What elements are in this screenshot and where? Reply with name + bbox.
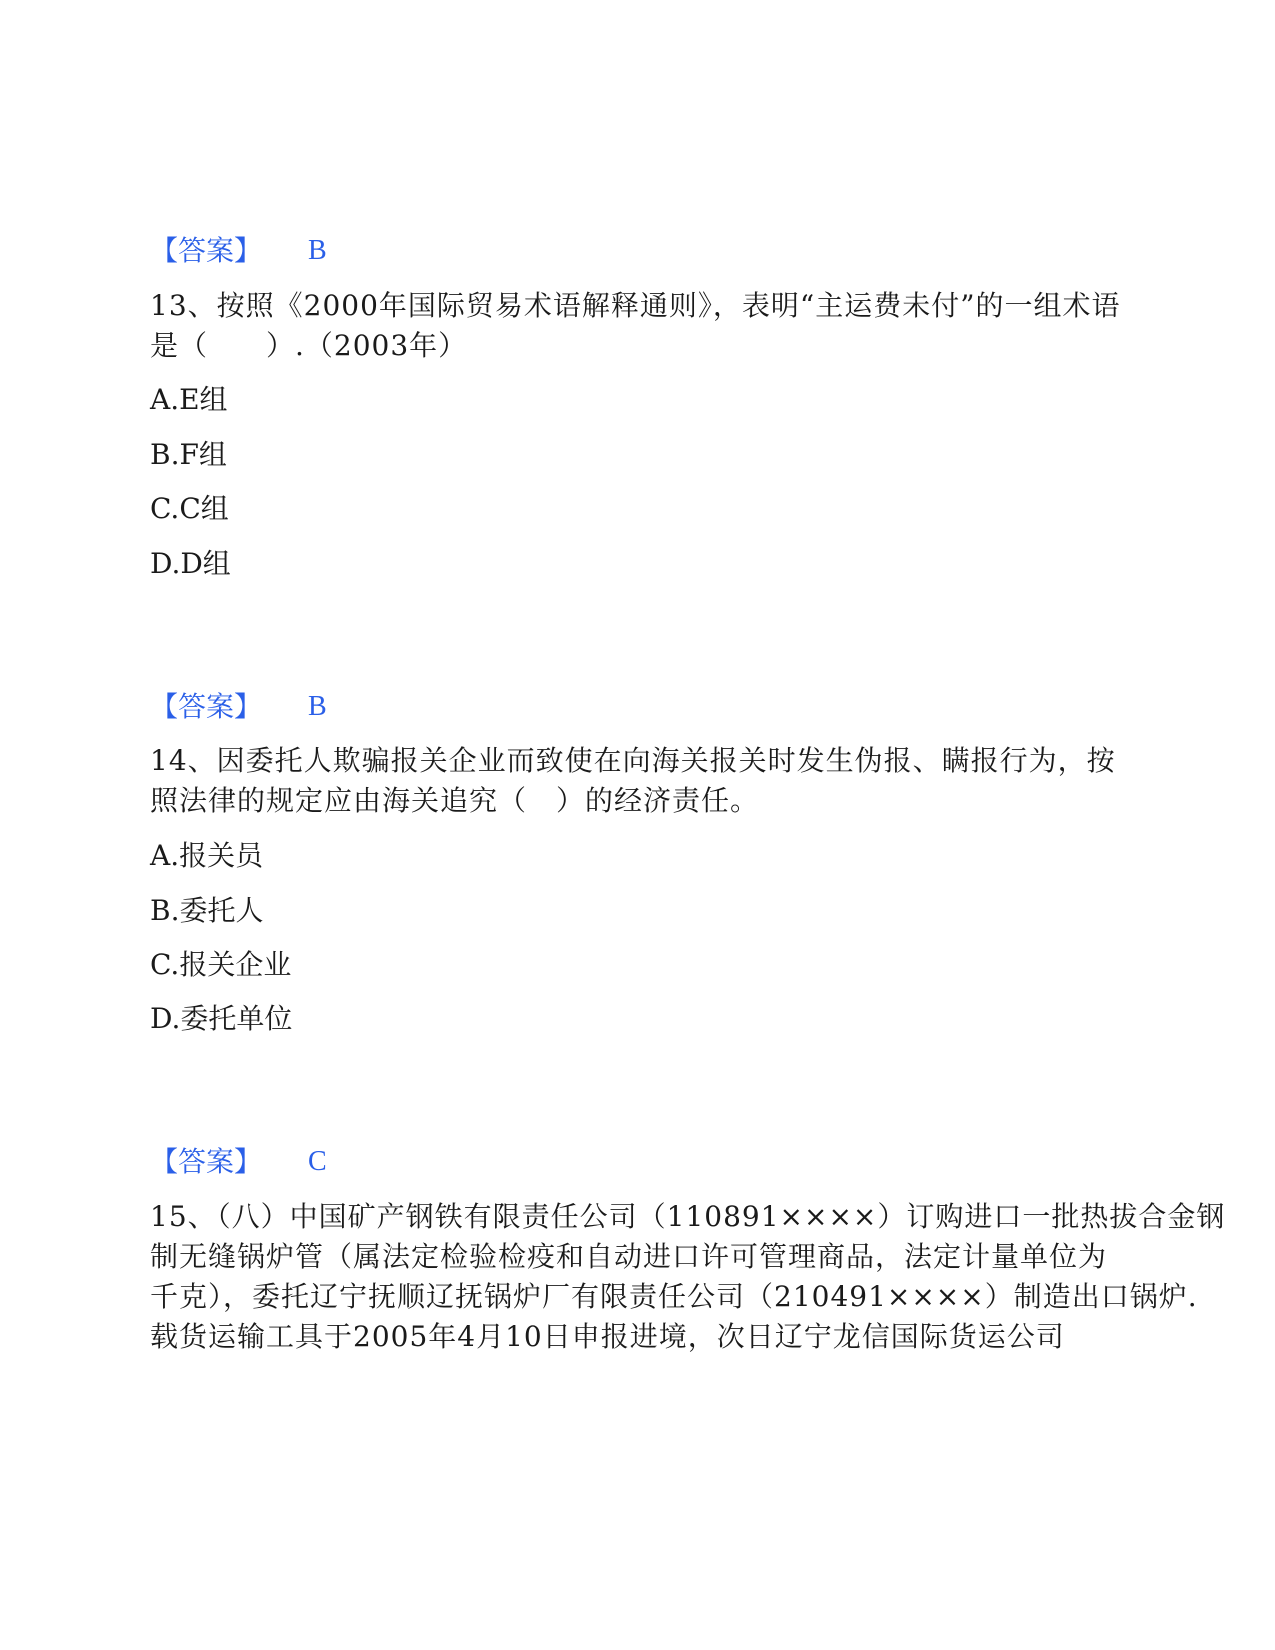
answer-tag: 【答案】 — [150, 234, 263, 267]
answer-line — [150, 688, 327, 726]
answer-tag: 【答案】 — [150, 1145, 263, 1178]
question-14-option-d: D.委托单位 — [150, 1002, 293, 1035]
answer-value: B — [308, 235, 327, 266]
question-14-line-1: 14、因委托人欺骗报关企业而致使在向海关报关时发生伪报、瞒报行为，按 — [150, 744, 1116, 777]
question-13-line-2: 是（ ）.（2003年） — [150, 329, 468, 362]
question-13-option-b: B.F组 — [150, 438, 227, 471]
question-14-option-c: C.报关企业 — [150, 948, 292, 981]
question-15-line-2: 制无缝锅炉管（属法定检验检疫和自动进口许可管理商品，法定计量单位为 — [150, 1240, 1108, 1273]
answer-value: B — [308, 691, 327, 722]
answer-value: C — [308, 1146, 327, 1177]
question-14-line-2: 照法律的规定应由海关追究（ ）的经济责任。 — [150, 784, 760, 817]
answer-line — [150, 232, 327, 270]
question-13-line-1: 13、按照《2000年国际贸易术语解释通则》，表明“主运费未付”的一组术语 — [150, 289, 1121, 322]
question-15-line-3: 千克），委托辽宁抚顺辽抚锅炉厂有限责任公司（210491××××）制造出口锅炉. — [150, 1280, 1198, 1313]
question-15-line-1: 15、（八）中国矿产钢铁有限责任公司（110891××××）订购进口一批热拔合金钢 — [150, 1200, 1226, 1233]
answer-tag: 【答案】 — [150, 690, 263, 723]
question-13-option-a: A.E组 — [150, 383, 228, 416]
question-14-option-b: B.委托人 — [150, 894, 264, 927]
question-15-line-4: 载货运输工具于2005年4月10日申报进境，次日辽宁龙信国际货运公司 — [150, 1320, 1065, 1353]
question-13-option-c: C.C组 — [150, 492, 229, 525]
question-14-option-a: A.报关员 — [150, 839, 264, 872]
question-13-option-d: D.D组 — [150, 547, 231, 580]
answer-line — [150, 1143, 327, 1181]
